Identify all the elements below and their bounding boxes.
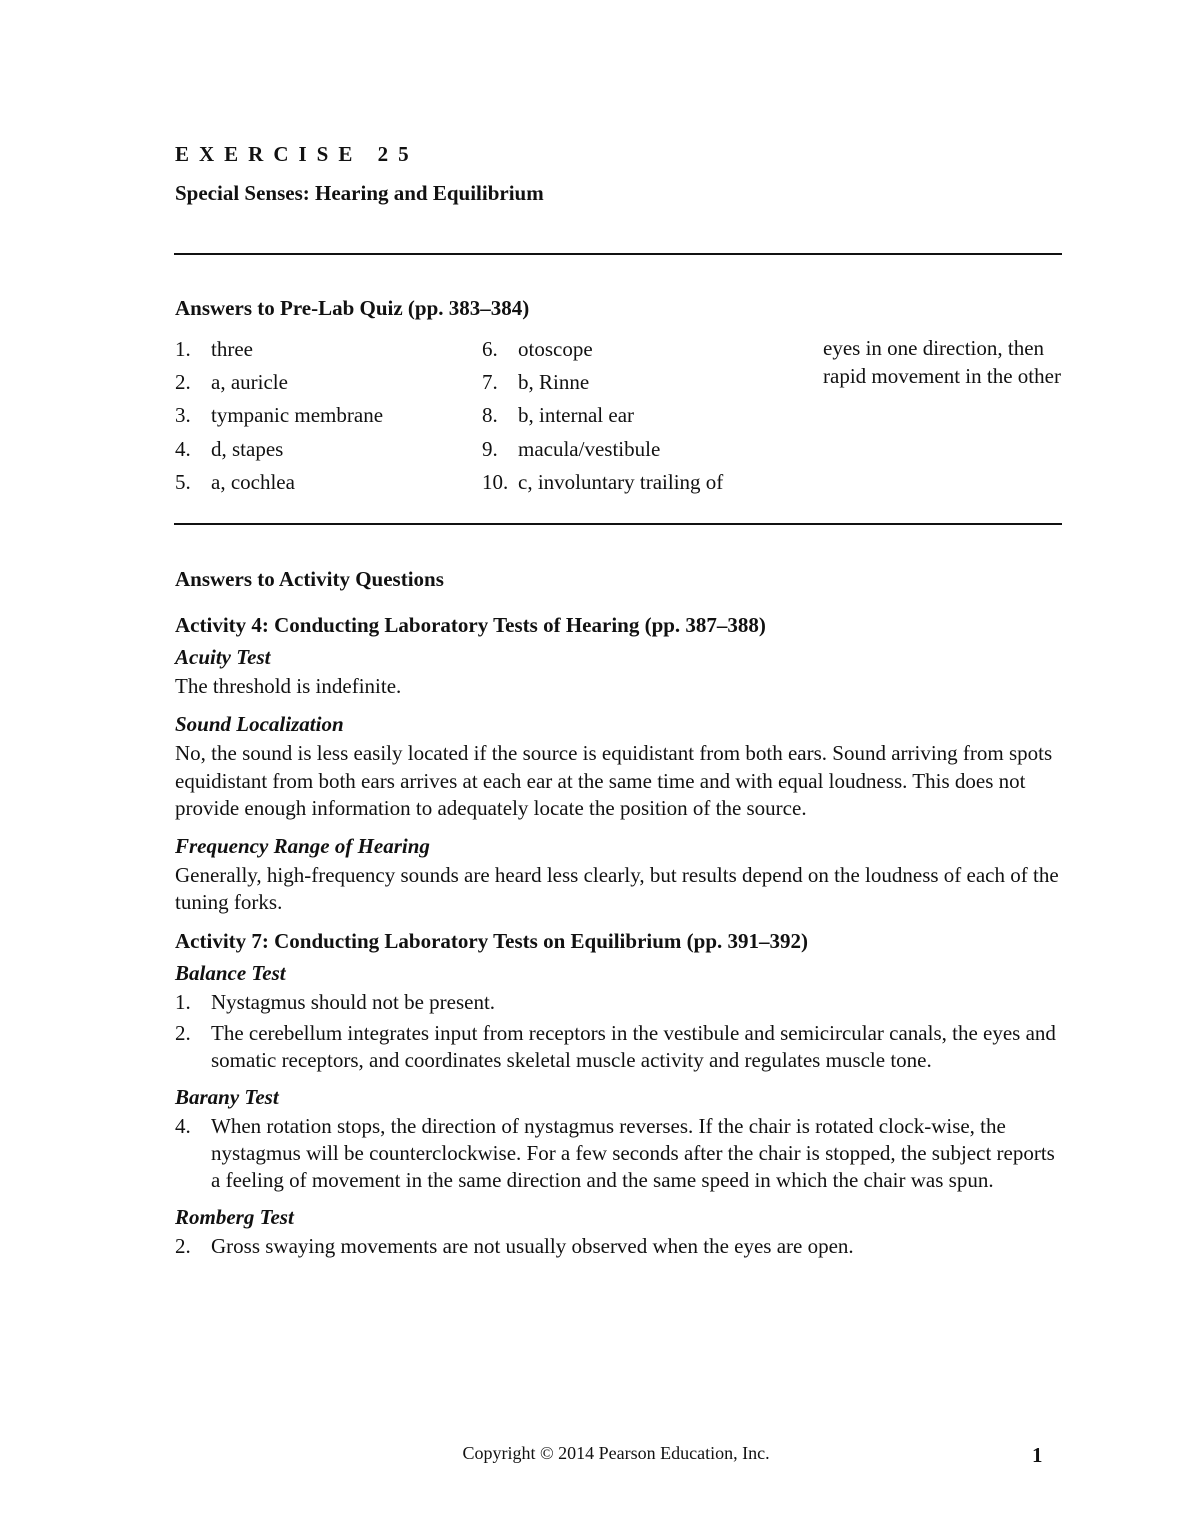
activity-answers-content — [175, 609, 1065, 1266]
activity-7-heading: Activity 7: Conducting Laboratory Tests on Equilibrium (pp. 391–392) — [175, 928, 808, 953]
middle-divider — [174, 523, 1062, 525]
barany-test-heading: Barany Test — [175, 1084, 279, 1109]
acuity-test-answer: The threshold is indefinite. — [175, 674, 402, 698]
list-item — [175, 466, 383, 499]
item-number: 7. — [482, 370, 498, 395]
balance-test-answers — [175, 989, 1065, 1075]
item-text: a, auricle — [211, 370, 288, 395]
item-number: 2. — [175, 1233, 191, 1258]
item-text: macula/vestibule — [518, 436, 661, 461]
item-number: 4. — [175, 436, 191, 461]
item-number: 5. — [175, 469, 191, 494]
item-text: The cerebellum integrates input from receptors in the vestibule and semicircular canals, the eyes and somatic receptors, and coordinates skeletal muscle activity and regulates muscle tone. — [211, 1021, 1056, 1073]
item-text: When rotation stops, the direction of nystagmus reverses. If the chair is rotated clock-wise, the nystagmus will be counterclockwise. For a few seconds after the chair is stopped, the subject reports a feeling of movement in the same direction and the same speed in which the chair was spun. — [211, 1113, 1055, 1193]
prelab-quiz-heading: Answers to Pre-Lab Quiz (pp. 383–384) — [175, 296, 530, 320]
sound-localization-answer: No, the sound is less easily located if the source is equidistant from both ears. Sound arriving from spots equidistant from both ears arrives at each ear at the same time and with equal loudness. This does not provide enough information to adequately locate the position of the source. — [175, 741, 1053, 820]
list-item — [175, 1233, 1065, 1260]
activity-4-heading: Activity 4: Conducting Laboratory Tests of Hearing (pp. 387–388) — [175, 613, 766, 637]
frequency-range-answer: Generally, high-frequency sounds are heard less clearly, but results depend on the loudness of each of the tuning forks. — [175, 863, 1059, 915]
item-number: 9. — [482, 436, 498, 461]
prelab-answers-column-2 — [482, 333, 723, 499]
copyright-notice: Copyright © 2014 Pearson Education, Inc. — [462, 1443, 770, 1463]
prelab-answers-column-1 — [175, 333, 383, 499]
item-text: three — [211, 337, 253, 361]
sound-localization-heading: Sound Localization — [175, 712, 344, 737]
page-title: Special Senses: Hearing and Equilibrium — [175, 181, 544, 205]
item-text: b, internal ear — [518, 403, 635, 428]
item-number: 3. — [175, 403, 191, 428]
activity-answers-heading: Answers to Activity Questions — [175, 567, 444, 591]
item-number: 8. — [482, 403, 498, 428]
frequency-range-heading: Frequency Range of Hearing — [175, 834, 430, 859]
list-item — [482, 399, 723, 432]
item-text: d, stapes — [211, 436, 284, 461]
list-item — [175, 399, 383, 432]
top-divider — [174, 253, 1062, 255]
list-item — [482, 366, 723, 399]
acuity-test-heading: Acuity Test — [175, 645, 271, 669]
item-number: 1. — [175, 989, 191, 1014]
list-item — [175, 989, 1065, 1016]
item-text: c, involuntary trailing of — [518, 469, 724, 494]
romberg-test-heading: Romberg Test — [175, 1204, 294, 1229]
list-item — [175, 1113, 1065, 1195]
exercise-label: EXERCISE 25 — [175, 142, 419, 166]
list-item — [175, 433, 383, 466]
item-number: 2. — [175, 370, 191, 395]
balance-test-heading: Balance Test — [175, 960, 286, 985]
item-text: a, cochlea — [211, 469, 295, 494]
item-number: 6. — [482, 337, 498, 361]
list-item — [175, 366, 383, 399]
list-item — [175, 333, 383, 366]
item-text: Gross swaying movements are not usually observed when the eyes are open. — [211, 1233, 854, 1258]
list-item — [482, 333, 723, 366]
item-text: b, Rinne — [518, 370, 590, 395]
list-item — [175, 1020, 1065, 1075]
barany-test-answers — [175, 1113, 1065, 1195]
item-number: 2. — [175, 1021, 191, 1046]
romberg-test-answers — [175, 1233, 1065, 1260]
item-text: otoscope — [518, 337, 593, 361]
list-item — [482, 466, 723, 499]
item-text: tympanic membrane — [211, 403, 384, 428]
list-item — [482, 433, 723, 466]
prelab-answer-continuation: eyes in one direction, then rapid movement in the other — [823, 336, 1061, 388]
item-text: Nystagmus should not be present. — [211, 989, 496, 1014]
page-number: 1 — [1032, 1443, 1043, 1467]
item-number: 4. — [175, 1113, 191, 1138]
item-number: 1. — [175, 337, 191, 361]
item-number: 10. — [482, 469, 509, 494]
